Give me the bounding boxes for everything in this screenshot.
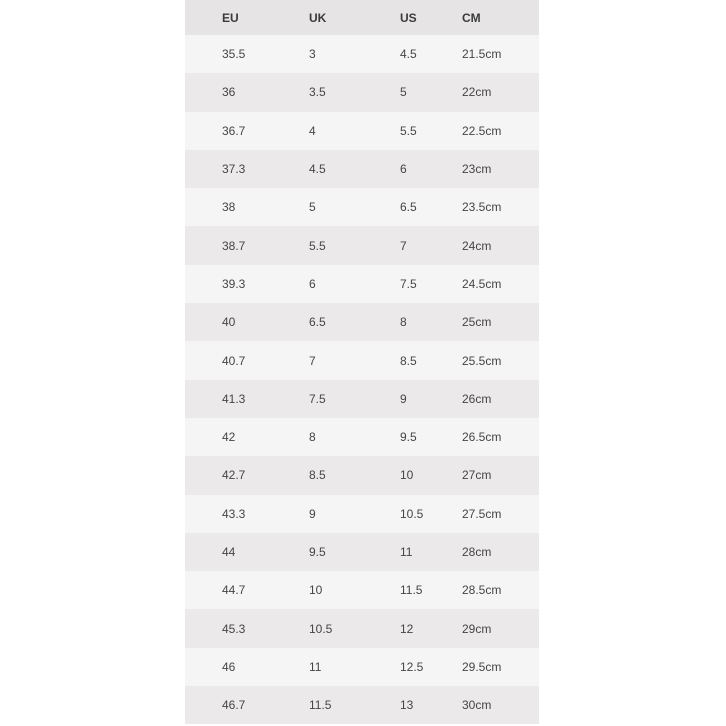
table-row [185, 418, 539, 456]
table-row [185, 73, 539, 111]
cell-cm: 29cm [462, 621, 492, 636]
table-body [185, 35, 539, 724]
cell-eu: 44.7 [222, 583, 246, 598]
cell-uk: 7.5 [309, 391, 326, 406]
table-row [185, 188, 539, 226]
cell-eu: 46 [222, 659, 236, 674]
table-row [185, 35, 539, 73]
cell-cm: 28.5cm [462, 583, 502, 598]
cell-uk: 11.5 [309, 698, 332, 713]
cell-eu: 45.3 [222, 621, 246, 636]
cell-us: 10.5 [400, 506, 424, 521]
cell-cm: 30cm [462, 698, 492, 713]
table-row [185, 112, 539, 150]
table-row [185, 571, 539, 609]
cell-cm: 25cm [462, 315, 492, 330]
cell-eu: 46.7 [222, 698, 246, 713]
cell-us: 7.5 [400, 276, 417, 291]
cell-uk: 3.5 [309, 85, 326, 100]
table-row [185, 150, 539, 188]
cell-eu: 41.3 [222, 391, 246, 406]
table-row [185, 456, 539, 494]
cell-cm: 27cm [462, 468, 492, 483]
cell-cm: 24.5cm [462, 276, 502, 291]
cell-cm: 25.5cm [462, 353, 502, 368]
cell-cm: 26cm [462, 391, 492, 406]
table-row [185, 686, 539, 724]
cell-us: 12.5 [400, 659, 424, 674]
cell-cm: 28cm [462, 545, 492, 559]
cell-us: 13 [400, 698, 414, 713]
cell-eu: 36.7 [222, 123, 246, 138]
cell-cm: 22.5cm [462, 123, 502, 138]
table-header [185, 0, 539, 35]
cell-eu: 42 [222, 430, 236, 445]
cell-us: 5.5 [400, 123, 417, 138]
cell-us: 8 [400, 315, 407, 330]
cell-uk: 4 [309, 123, 316, 138]
table-row [185, 609, 539, 647]
cell-uk: 7 [309, 353, 316, 368]
cell-us: 11.5 [400, 583, 423, 598]
cell-eu: 43.3 [222, 506, 246, 521]
cell-uk: 6 [309, 276, 316, 291]
cell-us: 10 [400, 468, 414, 483]
cell-eu: 38.7 [222, 238, 246, 253]
cell-cm: 23cm [462, 162, 492, 177]
cell-uk: 8.5 [309, 468, 326, 483]
cell-eu: 44 [222, 545, 236, 559]
cell-uk: 10.5 [309, 621, 333, 636]
size-chart-table [185, 0, 539, 724]
cell-us: 4.5 [400, 47, 417, 62]
cell-uk: 5 [309, 200, 316, 215]
cell-eu: 40 [222, 315, 236, 330]
header-cm: CM [462, 10, 481, 25]
cell-cm: 24cm [462, 238, 492, 253]
cell-cm: 21.5cm [462, 47, 502, 62]
table-row [185, 265, 539, 303]
cell-cm: 23.5cm [462, 200, 502, 215]
table-row [185, 303, 539, 341]
table-row [185, 341, 539, 379]
cell-eu: 38 [222, 200, 236, 215]
cell-uk: 3 [309, 47, 316, 62]
table-row [185, 648, 539, 686]
cell-us: 11 [400, 545, 413, 559]
table-row [185, 380, 539, 418]
cell-us: 6 [400, 162, 407, 177]
cell-cm: 29.5cm [462, 659, 502, 674]
table-row [185, 226, 539, 264]
cell-us: 6.5 [400, 200, 417, 215]
cell-us: 8.5 [400, 353, 417, 368]
cell-us: 9 [400, 391, 407, 406]
cell-cm: 27.5cm [462, 506, 502, 521]
cell-us: 7 [400, 238, 407, 253]
cell-eu: 37.3 [222, 162, 246, 177]
header-eu: EU [222, 10, 239, 25]
cell-cm: 26.5cm [462, 430, 502, 445]
cell-uk: 4.5 [309, 162, 326, 177]
table-row [185, 495, 539, 533]
header-uk: UK [309, 10, 327, 25]
cell-uk: 5.5 [309, 238, 326, 253]
cell-us: 5 [400, 85, 407, 100]
header-row [185, 0, 539, 35]
cell-cm: 22cm [462, 85, 492, 100]
table-row [185, 533, 539, 571]
cell-eu: 42.7 [222, 468, 246, 483]
header-us: US [400, 10, 417, 25]
cell-uk: 9 [309, 506, 316, 521]
cell-uk: 10 [309, 583, 323, 598]
cell-eu: 35.5 [222, 47, 246, 62]
cell-uk: 6.5 [309, 315, 326, 330]
cell-eu: 36 [222, 85, 236, 100]
cell-uk: 9.5 [309, 545, 326, 559]
cell-eu: 40.7 [222, 353, 246, 368]
cell-us: 9.5 [400, 430, 417, 445]
cell-us: 12 [400, 621, 414, 636]
cell-eu: 39.3 [222, 276, 246, 291]
cell-uk: 11 [309, 659, 322, 674]
cell-uk: 8 [309, 430, 316, 445]
